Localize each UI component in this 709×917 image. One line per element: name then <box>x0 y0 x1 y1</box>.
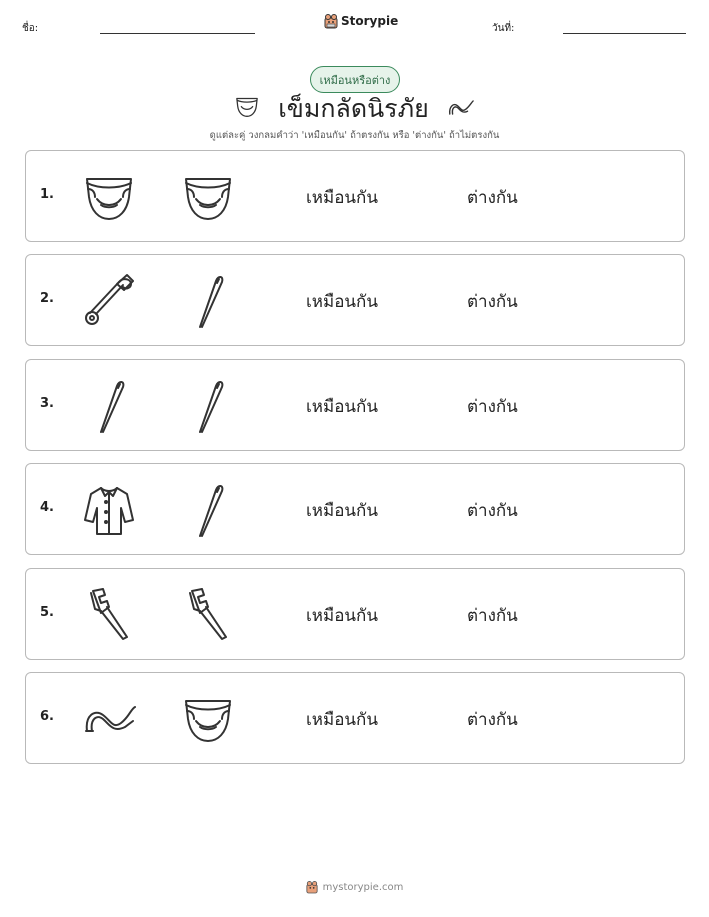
diaper-icon <box>178 167 238 227</box>
question-number: 5. <box>40 605 54 620</box>
needle-icon <box>178 480 238 540</box>
question-number: 2. <box>40 291 54 306</box>
question-row <box>25 254 685 346</box>
date-field[interactable] <box>563 33 686 34</box>
question-number: 1. <box>40 187 54 202</box>
activity-badge: เหมือนหรือต่าง <box>310 66 400 93</box>
brand-logo <box>324 13 398 29</box>
footer-url[interactable]: mystorypie.com <box>322 881 404 893</box>
option-same[interactable]: เหมือนกัน <box>306 501 378 521</box>
diaper-icon <box>178 689 238 749</box>
question-number: 3. <box>40 396 54 411</box>
storypie-logo-icon <box>324 13 338 29</box>
needle-icon <box>79 376 139 436</box>
question-row <box>25 568 685 660</box>
option-different[interactable]: ต่างกัน <box>467 710 518 730</box>
wrench-icon <box>79 585 139 645</box>
storypie-logo-icon <box>306 880 318 894</box>
option-different[interactable]: ต่างกัน <box>467 501 518 521</box>
wrench-icon <box>178 585 238 645</box>
footer <box>0 880 709 894</box>
option-different[interactable]: ต่างกัน <box>467 292 518 312</box>
safety-pin-icon <box>79 271 139 331</box>
option-same[interactable]: เหมือนกัน <box>306 397 378 417</box>
question-number: 4. <box>40 500 54 515</box>
option-same[interactable]: เหมือนกัน <box>306 606 378 626</box>
option-different[interactable]: ต่างกัน <box>467 606 518 626</box>
option-same[interactable]: เหมือนกัน <box>306 188 378 208</box>
date-label: วันที่: <box>492 23 515 34</box>
question-row <box>25 463 685 555</box>
diaper-icon <box>79 167 139 227</box>
hook-icon <box>79 689 139 749</box>
title-row <box>0 91 709 127</box>
page-title: เข็มกลัดนิรภัย <box>278 94 429 123</box>
question-number: 6. <box>40 709 54 724</box>
needle-icon <box>178 271 238 331</box>
name-label: ชื่อ: <box>22 23 39 34</box>
needle-icon <box>178 376 238 436</box>
option-same[interactable]: เหมือนกัน <box>306 292 378 312</box>
option-same[interactable]: เหมือนกัน <box>306 710 378 730</box>
question-row <box>25 359 685 451</box>
shirt-icon <box>79 480 139 540</box>
name-field[interactable] <box>100 33 255 34</box>
option-different[interactable]: ต่างกัน <box>467 188 518 208</box>
question-row <box>25 672 685 764</box>
instructions: ดูแต่ละคู่ วงกลมคำว่า 'เหมือนกัน' ถ้าตรงกัน หรือ 'ต่างกัน' ถ้าไม่ตรงกัน <box>209 130 500 141</box>
diaper-icon <box>234 96 260 122</box>
option-different[interactable]: ต่างกัน <box>467 397 518 417</box>
hook-icon <box>447 96 475 122</box>
question-row <box>25 150 685 242</box>
brand-name: Storypie <box>341 14 399 28</box>
